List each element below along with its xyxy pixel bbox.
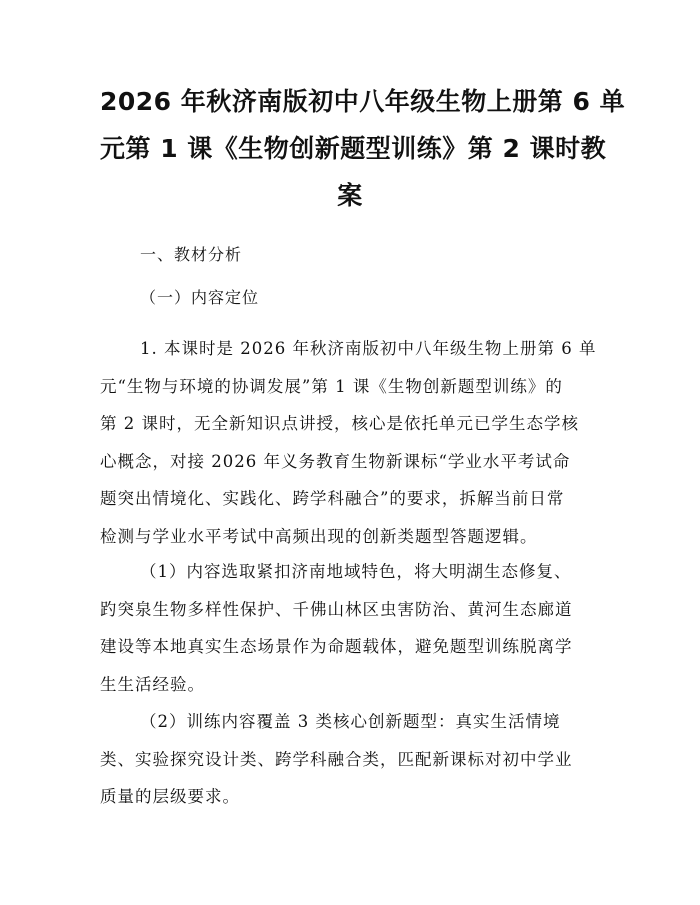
title-line: 2026 年秋济南版初中八年级生物上册第 6 单 <box>100 87 626 116</box>
paragraph-line: 类、实验探究设计类、跨学科融合类，匹配新课标对初中学业 <box>100 749 573 769</box>
paragraph-line: 生生活经验。 <box>100 674 205 694</box>
section-heading: 一、教材分析 <box>140 245 243 264</box>
paragraph-line: 质量的层级要求。 <box>100 787 240 806</box>
paragraph-line: 第 2 课时，无全新知识点讲授，核心是依托单元已学生态学核 <box>100 414 579 433</box>
paragraph-line: 建设等本地真实生态场景作为命题载体，避免题型训练脱离学 <box>100 637 573 656</box>
paragraph-line: 元“生物与环境的协调发展”第 1 课《生物创新题型训练》的 <box>100 376 563 396</box>
paragraph-2 <box>100 553 610 703</box>
paragraph-line: 趵突泉生物多样性保护、千佛山林区虫害防治、黄河生态廊道 <box>100 599 573 619</box>
paragraph-line: 题突出情境化、实践化、跨学科融合”的要求，拆解当前日常 <box>100 489 565 508</box>
paragraph-line: （1）内容选取紧扣济南地域特色，将大明湖生态修复、 <box>140 562 572 581</box>
paragraph-line: （2）训练内容覆盖 3 类核心创新题型：真实生活情境 <box>140 712 561 731</box>
paragraph-3 <box>100 703 610 816</box>
subsection-heading: （一）内容定位 <box>140 288 260 307</box>
paragraph-line: 1. 本课时是 2026 年秋济南版初中八年级生物上册第 6 单 <box>140 339 597 358</box>
paragraph-1 <box>100 330 610 555</box>
paragraph-line: 检测与学业水平考试中高频出现的创新类题型答题逻辑。 <box>100 526 538 546</box>
document-title <box>100 78 626 219</box>
title-line: 元第 1 课《生物创新题型训练》第 2 课时教 <box>100 134 607 163</box>
paragraph-line: 心概念，对接 2026 年义务教育生物新课标“学业水平考试命 <box>100 451 571 471</box>
title-line: 案 <box>337 181 363 210</box>
